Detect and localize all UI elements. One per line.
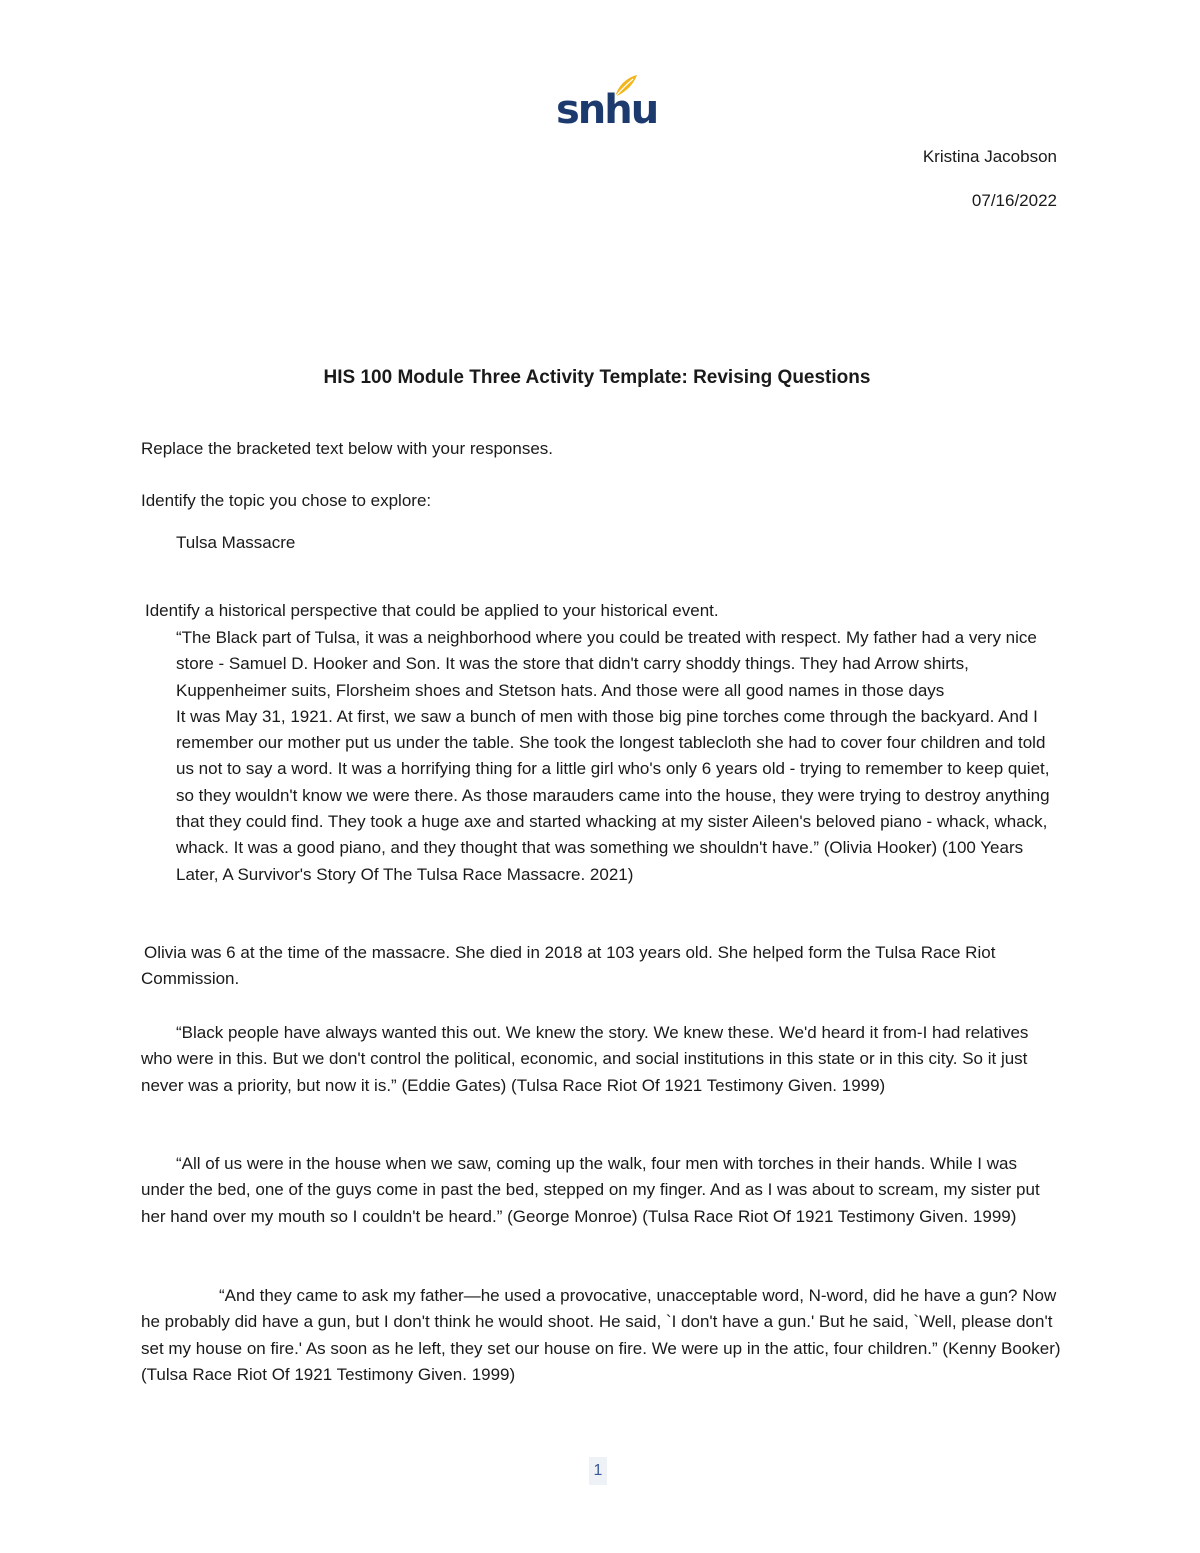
submission-date: 07/16/2022 <box>971 191 1057 210</box>
snhu-logo <box>556 74 658 134</box>
topic-answer: Tulsa Massacre <box>176 533 296 552</box>
quote-paragraph: “The Black part of Tulsa, it was a neighborhood where you could be treated with respect. My father had a very nice store - Samuel D. Hooker and Son. It was the store that didn't carry shoddy things. They had Arrow shirts, Kuppenheimer suits, Florsheim shoes and Stetson hats. And those were all good names in those days <box>176 628 1037 700</box>
document-title: HIS 100 Module Three Activity Template: Revising Questions <box>323 367 871 388</box>
perspective-prompt: Identify a historical perspective that could be applied to your historical event. <box>145 601 719 620</box>
quote-caption <box>141 940 1061 993</box>
quote-olivia-hooker <box>176 625 1066 888</box>
logo-wordmark: snhu <box>556 87 658 133</box>
author-name: Kristina Jacobson <box>922 147 1057 166</box>
topic-prompt: Identify the topic you chose to explore: <box>141 491 432 510</box>
page-number: 1 <box>589 1457 607 1485</box>
quote-eddie-gates: “Black people have always wanted this out. We knew the story. We knew these. We'd heard it from-I had relatives who were in this. But we don't control the political, economic, and social institutions in this state or in this city. So it just never was a priority, but now it is.” (Eddie Gates) (Tulsa Race Riot Of 1921 Testimony Given. 1999) <box>141 1023 1029 1095</box>
caption-text: Olivia was 6 at the time of the massacre. She died in 2018 at 103 years old. She helped form the Tulsa Race Riot Commission. <box>141 943 996 989</box>
quote-kenny-booker: “And they came to ask my father—he used a provocative, unacceptable word, N-word, did he have a gun? Now he probably did have a gun, but I don't think he would shoot. He said, `I don't have a gun.' But he said, `Well, please don't set my house on fire.' As soon as he left, they set our house on fire. We were up in the attic, four children.” (Kenny Booker) (Tulsa Race Riot Of 1921 Testimony Given. 1999) <box>141 1286 1061 1384</box>
instructions-text: Replace the bracketed text below with your responses. <box>141 439 554 458</box>
quote-george-monroe: “All of us were in the house when we saw, coming up the walk, four men with torches in their hands. While I was under the bed, one of the guys come in past the bed, stepped on my finger. And as I was about to scream, my sister put her hand over my mouth so I couldn't be heard.” (George Monroe) (Tulsa Race Riot Of 1921 Testimony Given. 1999) <box>141 1154 1040 1226</box>
quote-paragraph: It was May 31, 1921. At first, we saw a bunch of men with those big pine torches come through the backyard. And I remember our mother put us under the table. She took the longest tablecloth she had to cover four children and told us not to say a word. It was a horrifying thing for a little girl who's only 6 years old - trying to remember to keep quiet, so they wouldn't know we were there. As those marauders came into the house, they were trying to destroy anything that they could find. They took a huge axe and started whacking at my sister Aileen's beloved piano - whack, whack, whack. It was a good piano, and they thought that was something we shouldn't have.” (Olivia Hooker) (100 Years Later, A Survivor's Story Of The Tulsa Race Massacre. 2021) <box>176 706 1050 884</box>
